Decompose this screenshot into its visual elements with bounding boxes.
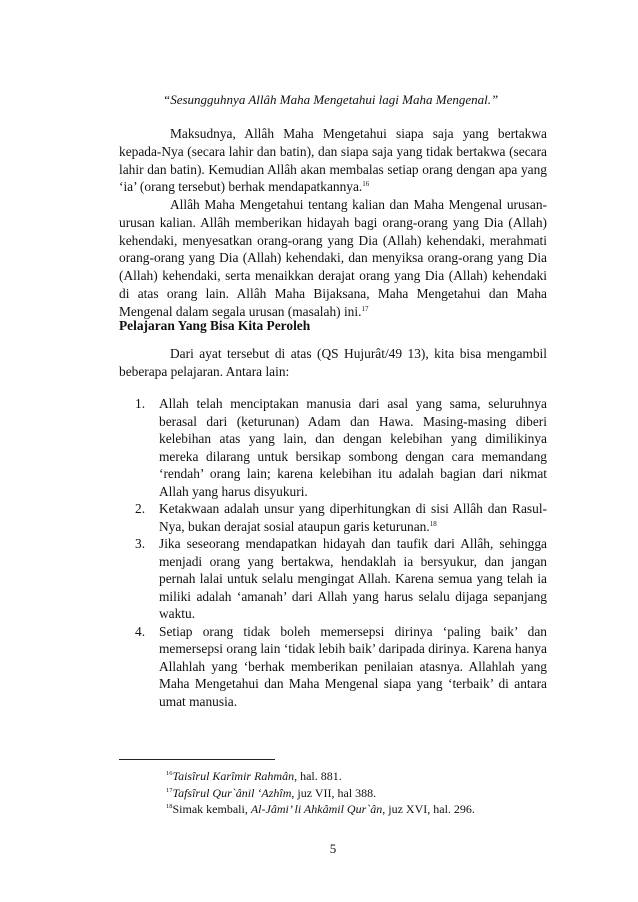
list-item-text: Ketakwaan adalah unsur yang diperhitungkan di sisi Allâh dan Rasul-Nya, bukan derajat sosial ataupun garis keturunan. <box>159 501 547 534</box>
list-item-text: Setiap orang tidak boleh memersepsi dirinya ‘paling baik’ dan memersepsi orang lain ‘tidak lebih baik’ daripada dirinya. Karena hanya Allahlah yang ‘berhak memberikan penilaian atasnya. Allahlah yang Maha Mengetahui dan Maha Mengenal siapa yang ‘terbaik’ di antara umat manusia. <box>159 623 547 709</box>
list-item-number: 1. <box>135 396 146 411</box>
paragraph-1 <box>119 125 547 196</box>
list-item-text: Jika seseorang mendapatkan hidayah dan taufik dari Allâh, sehingga menjadi orang yang bertakwa, hendaklah ia bersyukur, dan jangan pernah lalai untuk selalu mengingat Allah. Karena semua yang telah ia miliki adalah ‘amanah’ dari Allah yang harus selalu dijaga sepanjang waktu. <box>159 536 547 621</box>
footnote-source-title: Taisîrul Karîmir Rahmân <box>172 769 295 783</box>
paragraph-3: Dari ayat tersebut di atas (QS Hujurât/49 13), kita bisa mengambil beberapa pelajaran. Antara lain: <box>119 346 547 379</box>
footnote-source-title: Tafsîrul Qur`ânil ‘Azhîm <box>172 785 292 800</box>
footnote-ref-17: 17 <box>361 304 369 313</box>
list-item-number: 2. <box>135 501 146 516</box>
list-item-text: Allah telah menciptakan manusia dari asal yang sama, seluruhnya berasal dari (keturunan) Adam dan Hawa. Masing-masing diberi kelebihan atas yang lain, dan dengan kelebihan yang dimilikinya mereka dilarang untuk bersikap sombong dengan cara memandang ‘rendah’ orang lain; karena kelebihan itu adalah bagian dari nikmat Allah yang harus disyukuri. <box>159 396 547 499</box>
footnote-ref-18: 18 <box>429 519 437 528</box>
lessons-list <box>119 395 547 710</box>
footnote-number: 17 <box>166 786 173 794</box>
page-number: 5 <box>329 841 337 856</box>
quote-line: “Sesungguhnya Allâh Maha Mengetahui lagi Maha Mengenal.” <box>163 92 499 107</box>
paragraph-1-text: Maksudnya, Allâh Maha Mengetahui siapa saja yang bertakwa kepada-Nya (secara lahir dan batin), dan siapa saja yang tidak bertakwa (secara lahir dan batin). Kemudian Allâh akan membalas setiap orang dengan apa yang ‘ia’ (orang tersebut) berhak mendapatkannya. <box>119 126 547 195</box>
footnote-source-title: Al-Jâmi’ li Ahkâmil Qur`ân <box>250 802 383 816</box>
footnote-prefix: Simak kembali, <box>172 802 251 816</box>
footnote-number: 16 <box>166 770 173 777</box>
footnote-number: 18 <box>166 803 173 810</box>
footnotes <box>166 768 475 818</box>
footnote-divider <box>119 759 275 760</box>
list-item-number: 3. <box>135 536 146 551</box>
footnote-18 <box>166 801 475 818</box>
list-item <box>119 535 547 623</box>
paragraph-2 <box>119 196 547 321</box>
footnote-detail: , hal. 881. <box>294 769 342 783</box>
footnote-17 <box>166 785 475 802</box>
footnote-16 <box>166 768 475 785</box>
paragraph-2-text: Allâh Maha Mengetahui tentang kalian dan Maha Mengenal urusan-urusan kalian. Allâh memberikan hidayah bagi orang-orang yang Dia (Allah) kehendaki, menyesatkan orang-orang yang Dia (Allah) kehendaki, merahmati orang-orang yang Dia (Allah) kehendaki, dan menyiksa orang-orang yang Dia (Allah) kehendaki, serta menaikkan derajat orang yang Dia (Allah) kehendaki di atas orang lain. Allâh Maha Bijaksana, Maha Mengetahui dan Maha Mengenal dalam segala urusan (masalah) ini. <box>119 197 547 319</box>
list-item-number: 4. <box>135 623 146 639</box>
list-item <box>119 500 547 535</box>
footnote-ref-16: 16 <box>362 180 370 189</box>
footnote-detail: , juz XVI, hal. 296. <box>382 802 475 816</box>
list-item <box>119 623 547 711</box>
list-item <box>119 395 547 500</box>
section-heading: Pelajaran Yang Bisa Kita Peroleh <box>119 318 311 333</box>
footnote-detail: , juz VII, hal 388. <box>291 785 377 800</box>
